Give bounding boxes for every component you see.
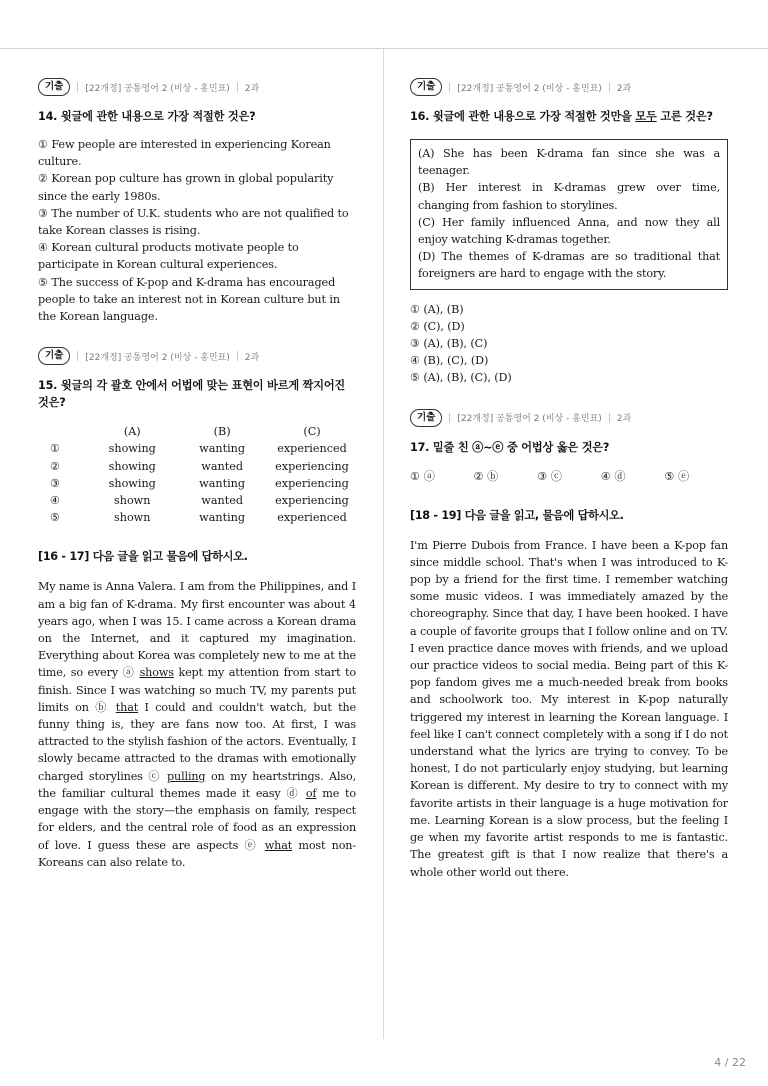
option-3: ③ The number of U.K. students who are not qualified to take Korean classes is rising. [38,206,349,238]
box-item-a: (A) She has been K-drama fan since she was a teenager. [418,147,720,178]
tag-separator [237,82,238,92]
tag-separator [609,413,610,423]
source-label: [22개정] 공통영어 2 (비상 - 홍민표) [457,83,602,94]
exam-badge: 기출 [38,347,70,365]
underlined-a: shows [139,666,174,680]
exam-badge: 기출 [38,78,70,96]
option-5: ⑤ ⓔ [664,469,690,483]
source-tag-q14 [38,76,356,98]
question-16-title [410,108,728,125]
cell-b: wanting [199,476,246,490]
row-number: ② [50,459,61,473]
option-4: ④ (B), (C), (D) [410,354,489,368]
marker-a: ⓐ [122,666,135,680]
right-column [410,76,728,881]
option-1: ① (A), (B) [410,302,464,316]
title-underlined: 모두 [635,110,657,123]
table-row [38,492,356,509]
exam-badge: 기출 [410,409,442,427]
question-16-box [410,139,728,290]
passage-text: most non-Koreans can also relate to. [38,838,356,869]
marker-c: ⓒ [148,769,162,783]
cell-c: experienced [277,511,347,525]
lesson-label: 2과 [616,83,632,94]
underlined-c: pulling [167,769,206,783]
tag-separator [449,413,450,423]
question-15-table [38,423,356,526]
title-part: 16. 윗글에 관한 내용으로 가장 적절한 것만을 [410,110,636,123]
section-16-17-title: [16 - 17] 다음 글을 읽고 물음에 답하시오. [38,550,248,564]
passage-text: me to engage with the story—the emphasis on family, respect for elders, and the central role of food as an expression of love. I guess these are aspects [38,786,356,852]
cell-c: experiencing [275,459,349,473]
cell-b: wanting [199,511,246,525]
question-14-options [38,136,356,325]
cell-c: experiencing [275,476,349,490]
page-number: 4 / 22 [714,1056,746,1069]
cell-a: showing [108,442,156,456]
lesson-label: 2과 [616,414,632,425]
row-number: ① [50,442,61,456]
passage-text: kept my attention from start to finish. Since I was watching so much TV, my parents put limits on [38,666,356,714]
question-14-title: 14. 윗글에 관한 내용으로 가장 적절한 것은? [38,110,256,123]
table-header [38,423,356,440]
table-row [38,509,356,526]
cell-b: wanted [201,459,243,473]
table-row [38,458,356,475]
marker-b: ⓑ [95,700,110,714]
cell-c: experienced [277,442,347,456]
source-tag-q17 [410,407,728,429]
tag-separator [237,351,238,361]
marker-d: ⓓ [286,786,300,800]
section-18-19-title: [18 - 19] 다음 글을 읽고, 물음에 답하시오. [410,508,624,522]
row-number: ③ [50,476,61,490]
option-4: ④ Korean cultural products motivate people to participate in Korean cultural experiences. [38,241,299,272]
table-row [38,475,356,492]
left-column [38,76,356,871]
row-number: ④ [50,494,61,508]
cell-b: wanted [201,494,243,508]
tag-separator [449,82,450,92]
option-2: ② ⓑ [473,469,499,483]
box-item-c: (C) Her family influenced Anna, and now they all enjoy watching K-dramas together. [418,215,720,247]
underlined-e: what [264,838,293,852]
source-tag-q16 [410,76,728,98]
column-divider [383,49,384,1039]
option-2: ② Korean pop culture has grown in global popularity since the early 1980s. [38,172,334,203]
source-label: [22개정] 공통영어 2 (비상 - 홍민표) [85,352,230,363]
source-label: [22개정] 공통영어 2 (비상 - 홍민표) [85,83,230,94]
underlined-d: of [305,786,317,800]
passage-text: I could and couldn't watch, but the funny thing is, they are fans now too. At first, I was attracted to the stylish fashion of the actors. Eventually, I slowly became attracted to the dramas with emotionally charged storylines [38,700,356,783]
tag-separator [609,82,610,92]
question-16-options [410,301,728,387]
tag-separator [77,82,78,92]
table-row [38,440,356,457]
source-tag-q15 [38,345,356,367]
cell-a: shown [114,511,151,525]
option-2: ② (C), (D) [410,319,465,333]
question-15-title: 15. 윗글의 각 괄호 안에서 어법에 맞는 표현이 바르게 짝지어진 것은? [38,379,346,410]
question-17-title: 17. 밑줄 친 ⓐ~ⓔ 중 어법상 옳은 것은? [410,440,610,454]
header-a: (A) [123,425,141,439]
passage-text: My name is Anna Valera. I am from the Philippines, and I am a big fan of K-drama. My first encounter was about 4 years ago, when I was 15. I came across a Korean drama on the Internet, and it captured my imagination. Everything about Korea was completely new to me at the time, so every [38,580,356,680]
option-5: ⑤ The success of K-pop and K-drama has encouraged people to take an interest not in Korean culture but in the Korean language. [38,275,340,324]
lesson-label: 2과 [244,352,260,363]
header-b: (B) [213,425,231,439]
passage-anna [38,578,356,870]
option-3: ③ ⓒ [537,469,562,483]
exam-badge: 기출 [410,78,442,96]
tag-separator [77,351,78,361]
header-c: (C) [303,425,321,439]
cell-a: showing [108,476,156,490]
cell-a: shown [114,494,151,508]
box-item-b: (B) Her interest in K-dramas grew over time, changing from fashion to storylines. [418,181,720,212]
underlined-b: that [115,700,139,714]
title-part: 고른 것은? [656,110,713,123]
option-4: ④ ⓓ [600,469,626,483]
marker-e: ⓔ [244,838,259,852]
source-label: [22개정] 공통영어 2 (비상 - 홍민표) [457,414,602,425]
option-3: ③ (A), (B), (C) [410,337,488,351]
cell-b: wanting [199,442,246,456]
question-17-options [410,468,728,485]
cell-a: showing [108,459,156,473]
option-1: ① ⓐ [410,469,435,483]
box-item-d: (D) The themes of K-dramas are so traditional that foreigners are hard to engage with the story. [418,250,720,281]
option-1: ① Few people are interested in experiencing Korean culture. [38,138,331,169]
header-rule [0,48,768,49]
row-number: ⑤ [50,511,61,525]
lesson-label: 2과 [244,83,260,94]
cell-c: experiencing [275,494,349,508]
option-5: ⑤ (A), (B), (C), (D) [410,371,512,385]
passage-pierre: I'm Pierre Dubois from France. I have been a K-pop fan since middle school. That's when I was introduced to K-pop by a friend for the first time. I remember watching some music videos. I was immediately amazed by the choreography. Since that day, I have been hooked. I have a couple of favorite groups that I follow online and on TV. I even practice dance moves with friends, and we upload our practice videos to social media. Being part of this K-pop fandom gives me a much-needed break from books and schoolwork too. My interest in K-pop naturally triggered my interest in learning the Korean language. I feel like I can't connect completely with a song if I do not understand what the lyrics are trying to convey. To be honest, I do not particularly enjoy studying, but learning Korean is different. My desire to try to connect with my favorite artists in their language is a huge motivation for me. Learning Korean is a slow process, but the feeling I ge when my favorite artist responds to me is fantastic. The greatest gift is that I now realize that there's a whole other world out there. [410,538,728,879]
passage-text: on my heartstrings. Also, the familiar cultural themes made it easy [38,769,356,800]
